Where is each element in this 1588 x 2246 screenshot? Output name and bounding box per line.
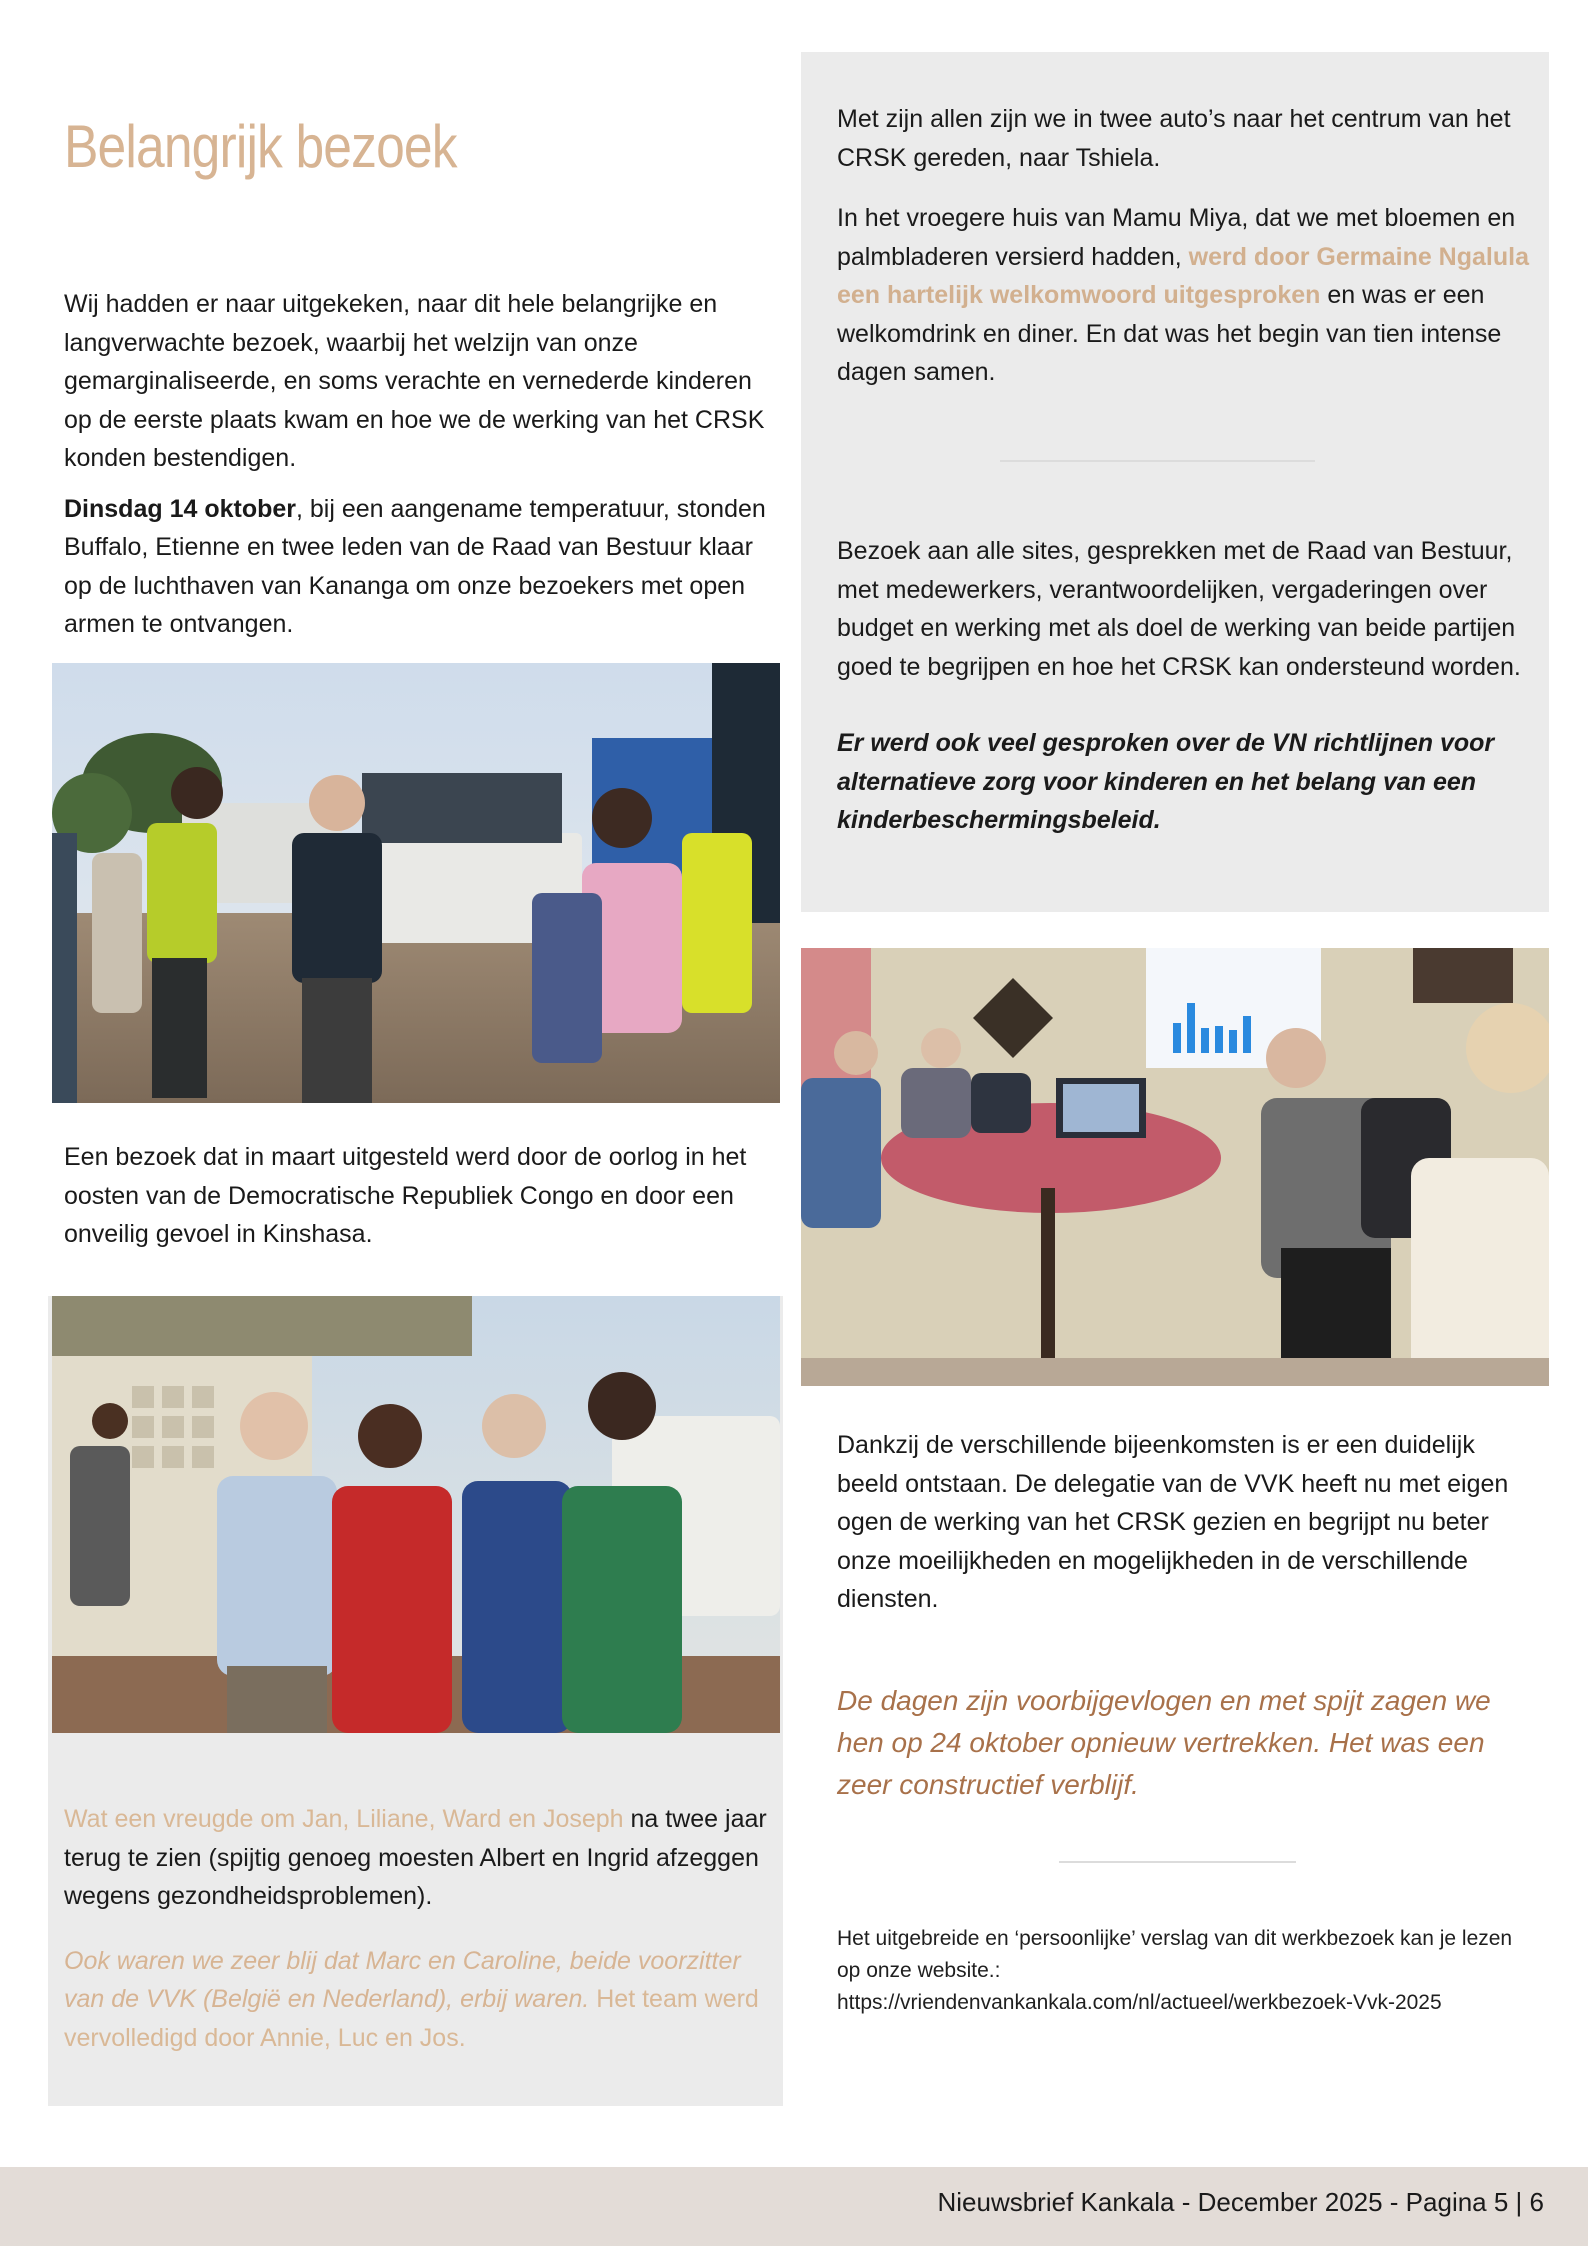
cars-paragraph: Met zijn allen zijn we in twee auto’s naar het centrum van het CRSK gereden, naar Tshiela. (837, 105, 1511, 172)
house-paragraph (837, 199, 1537, 392)
photo-presentation-meeting (801, 948, 1549, 1386)
reunion-text: na twee jaar terug te zien (spijtig genoeg moesten Albert en Ingrid afzeggen wegens gezondheidsproblemen). (64, 1805, 767, 1910)
postponed-text-block (64, 1138, 776, 1266)
postponed-paragraph: Een bezoek dat in maart uitgesteld werd door de oorlog in het oosten van de Democratische Republiek Congo en door een onveilig gevoel in Kinshasa. (64, 1143, 747, 1248)
house-text-b: en was er een welkomdrink en diner. En dat was het begin van tien intense dagen samen. (837, 281, 1502, 386)
report-link[interactable]: https://vriendenvankankala.com/nl/actueel/werkbezoek-Vvk-2025 (837, 1991, 1442, 2014)
also-paragraph (64, 1942, 776, 2058)
page-title: Belangrijk bezoek (64, 113, 457, 180)
footer-text: Nieuwsbrief Kankala - December 2025 - Pagina 5 | 6 (937, 2187, 1544, 2217)
page-footer (0, 2167, 1588, 2246)
right-text-block-1 (837, 100, 1537, 404)
closing-quote: De dagen zijn voorbijgevlogen en met spijt zagen we hen op 24 oktober opnieuw vertrekken. Het was een zeer constructief verblijf. (837, 1685, 1491, 1800)
also-italic-text: Ook waren we zeer blij dat Marc en Caroline, beide voorzitter van de VVK (België en Nederland), erbij waren. (64, 1946, 741, 2013)
divider-rule-1 (1000, 460, 1315, 462)
welcome-highlight: werd door Germaine Ngalula een hartelijk welkomwoord uitgesproken (837, 242, 1529, 309)
intro-paragraph: Wij hadden er naar uitgekeken, naar dit hele belangrijke en langverwachte bezoek, waarbij het welzijn van onze gemarginaliseerde, en soms verachte en vernederde kinderen op de eerste plaats kwam en hoe we de werking van het CRSK konden bestendigen. (64, 290, 765, 472)
divider-rule-2 (1059, 1861, 1296, 1863)
photo-airport-arrival (52, 663, 780, 1103)
reunion-text-block (64, 1800, 776, 2069)
arrival-text: , bij een aangename temperatuur, stonden Buffalo, Etienne en twee leden van de Raad van Bestuur klaar op de luchthaven van Kananga om onze bezoekers met open armen te ontvangen. (64, 494, 766, 638)
report-note: Het uitgebreide en ‘persoonlijke’ verslag van dit werkbezoek kan je lezen op onze website.: (837, 1927, 1513, 1982)
team-text: Het team werd vervolledigd door Annie, Luc en Jos. (64, 1985, 759, 2052)
visits-paragraph: Bezoek aan alle sites, gesprekken met de Raad van Bestuur, met medewerkers, verantwoordelijken, vergaderingen over budget en werking met als doel de werking van beide partijen goed te begrijpen en hoe het CRSK kan ondersteund worden. (837, 537, 1521, 681)
right-text-block-2 (837, 532, 1537, 852)
arrival-paragraph (64, 490, 776, 644)
reunion-paragraph (64, 1800, 776, 1916)
reunion-names: Wat een vreugde om Jan, Liliane, Ward en Joseph (64, 1805, 624, 1833)
report-note-block (837, 1923, 1537, 2019)
un-guidelines-paragraph: Er werd ook veel gesproken over de VN richtlijnen voor alternatieve zorg voor kinderen en het belang van een kinderbeschermingsbeleid. (837, 729, 1495, 834)
photo-group-reunion (52, 1296, 780, 1733)
arrival-date: Dinsdag 14 oktober (64, 494, 296, 523)
house-text-a: In het vroegere huis van Mamu Miya, dat we met bloemen en palmbladeren versierd hadden, (837, 204, 1516, 271)
meetings-paragraph: Dankzij de verschillende bijeenkomsten is er een duidelijk beeld ontstaan. De delegatie van de VVK heeft nu met eigen ogen de werking van het CRSK gezien en begrijpt nu beter onze moeilijkheden en mogelijkheden in de verschillende diensten. (837, 1431, 1509, 1613)
meetings-text-block (837, 1426, 1537, 1631)
intro-text-block (64, 285, 776, 656)
